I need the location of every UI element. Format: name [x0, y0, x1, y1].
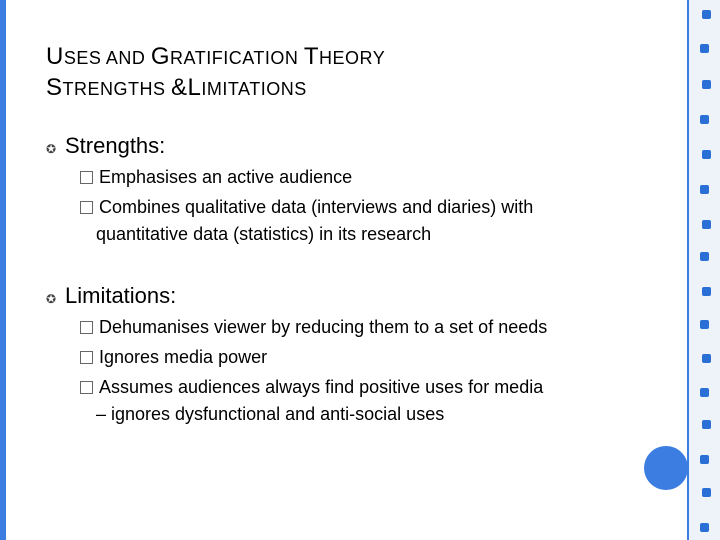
checkbox-bullet-icon [80, 321, 93, 334]
decorative-square [702, 488, 711, 497]
right-strip-border [687, 0, 689, 540]
title-line-1 [46, 42, 646, 73]
decorative-square [700, 523, 709, 532]
star-bullet-icon: ✪ [46, 142, 57, 156]
list-item-text: Dehumanises viewer by reducing them to a set of needs [99, 317, 548, 337]
decorative-square [702, 420, 711, 429]
list-item-text: Ignores media power [99, 347, 268, 367]
list-item [80, 164, 352, 191]
decorative-square [702, 10, 711, 19]
title-cap: T [303, 43, 320, 70]
list-item-text: Assumes audiences always find positive uses for media [99, 377, 544, 397]
title-smallcaps: IMITATIONS [201, 79, 307, 99]
title-line-2 [46, 73, 646, 104]
decorative-square [702, 287, 711, 296]
title-cap: U [46, 43, 64, 70]
decorative-square [702, 80, 711, 89]
title-smallcaps: HEORY [319, 48, 386, 68]
left-accent-bar [0, 0, 6, 540]
decorative-circle [644, 446, 688, 490]
list-item [80, 374, 543, 428]
decorative-square [700, 388, 709, 397]
decorative-square [700, 115, 709, 124]
slide-title [46, 42, 646, 104]
decorative-square [700, 185, 709, 194]
list-item-text: Combines qualitative data (interviews and diaries) with [99, 197, 534, 217]
title-cap: S [46, 74, 63, 101]
list-item-text: Emphasises an active audience [99, 167, 353, 187]
decorative-square [700, 44, 709, 53]
decorative-square [700, 455, 709, 464]
list-item-continuation: quantitative data (statistics) in its research [96, 224, 432, 244]
checkbox-bullet-icon [80, 201, 93, 214]
decorative-square [702, 354, 711, 363]
decorative-square [702, 150, 711, 159]
decorative-square [702, 220, 711, 229]
list-item [80, 194, 533, 248]
checkbox-bullet-icon [80, 351, 93, 364]
title-cap: &L [171, 74, 202, 101]
star-bullet-icon: ✪ [46, 292, 57, 306]
title-smallcaps: RATIFICATION [170, 48, 304, 68]
heading-label: Strengths: [65, 133, 166, 158]
decorative-square [700, 320, 709, 329]
checkbox-bullet-icon [80, 381, 93, 394]
list-item [80, 344, 267, 371]
title-smallcaps: TRENGTHS [62, 79, 172, 99]
list-item-continuation: – ignores dysfunctional and anti-social uses [96, 404, 445, 424]
list-item [80, 314, 547, 341]
checkbox-bullet-icon [80, 171, 93, 184]
title-smallcaps: SES AND [63, 48, 151, 68]
decorative-square [700, 252, 709, 261]
title-cap: G [150, 43, 171, 70]
heading-label: Limitations: [65, 283, 177, 308]
